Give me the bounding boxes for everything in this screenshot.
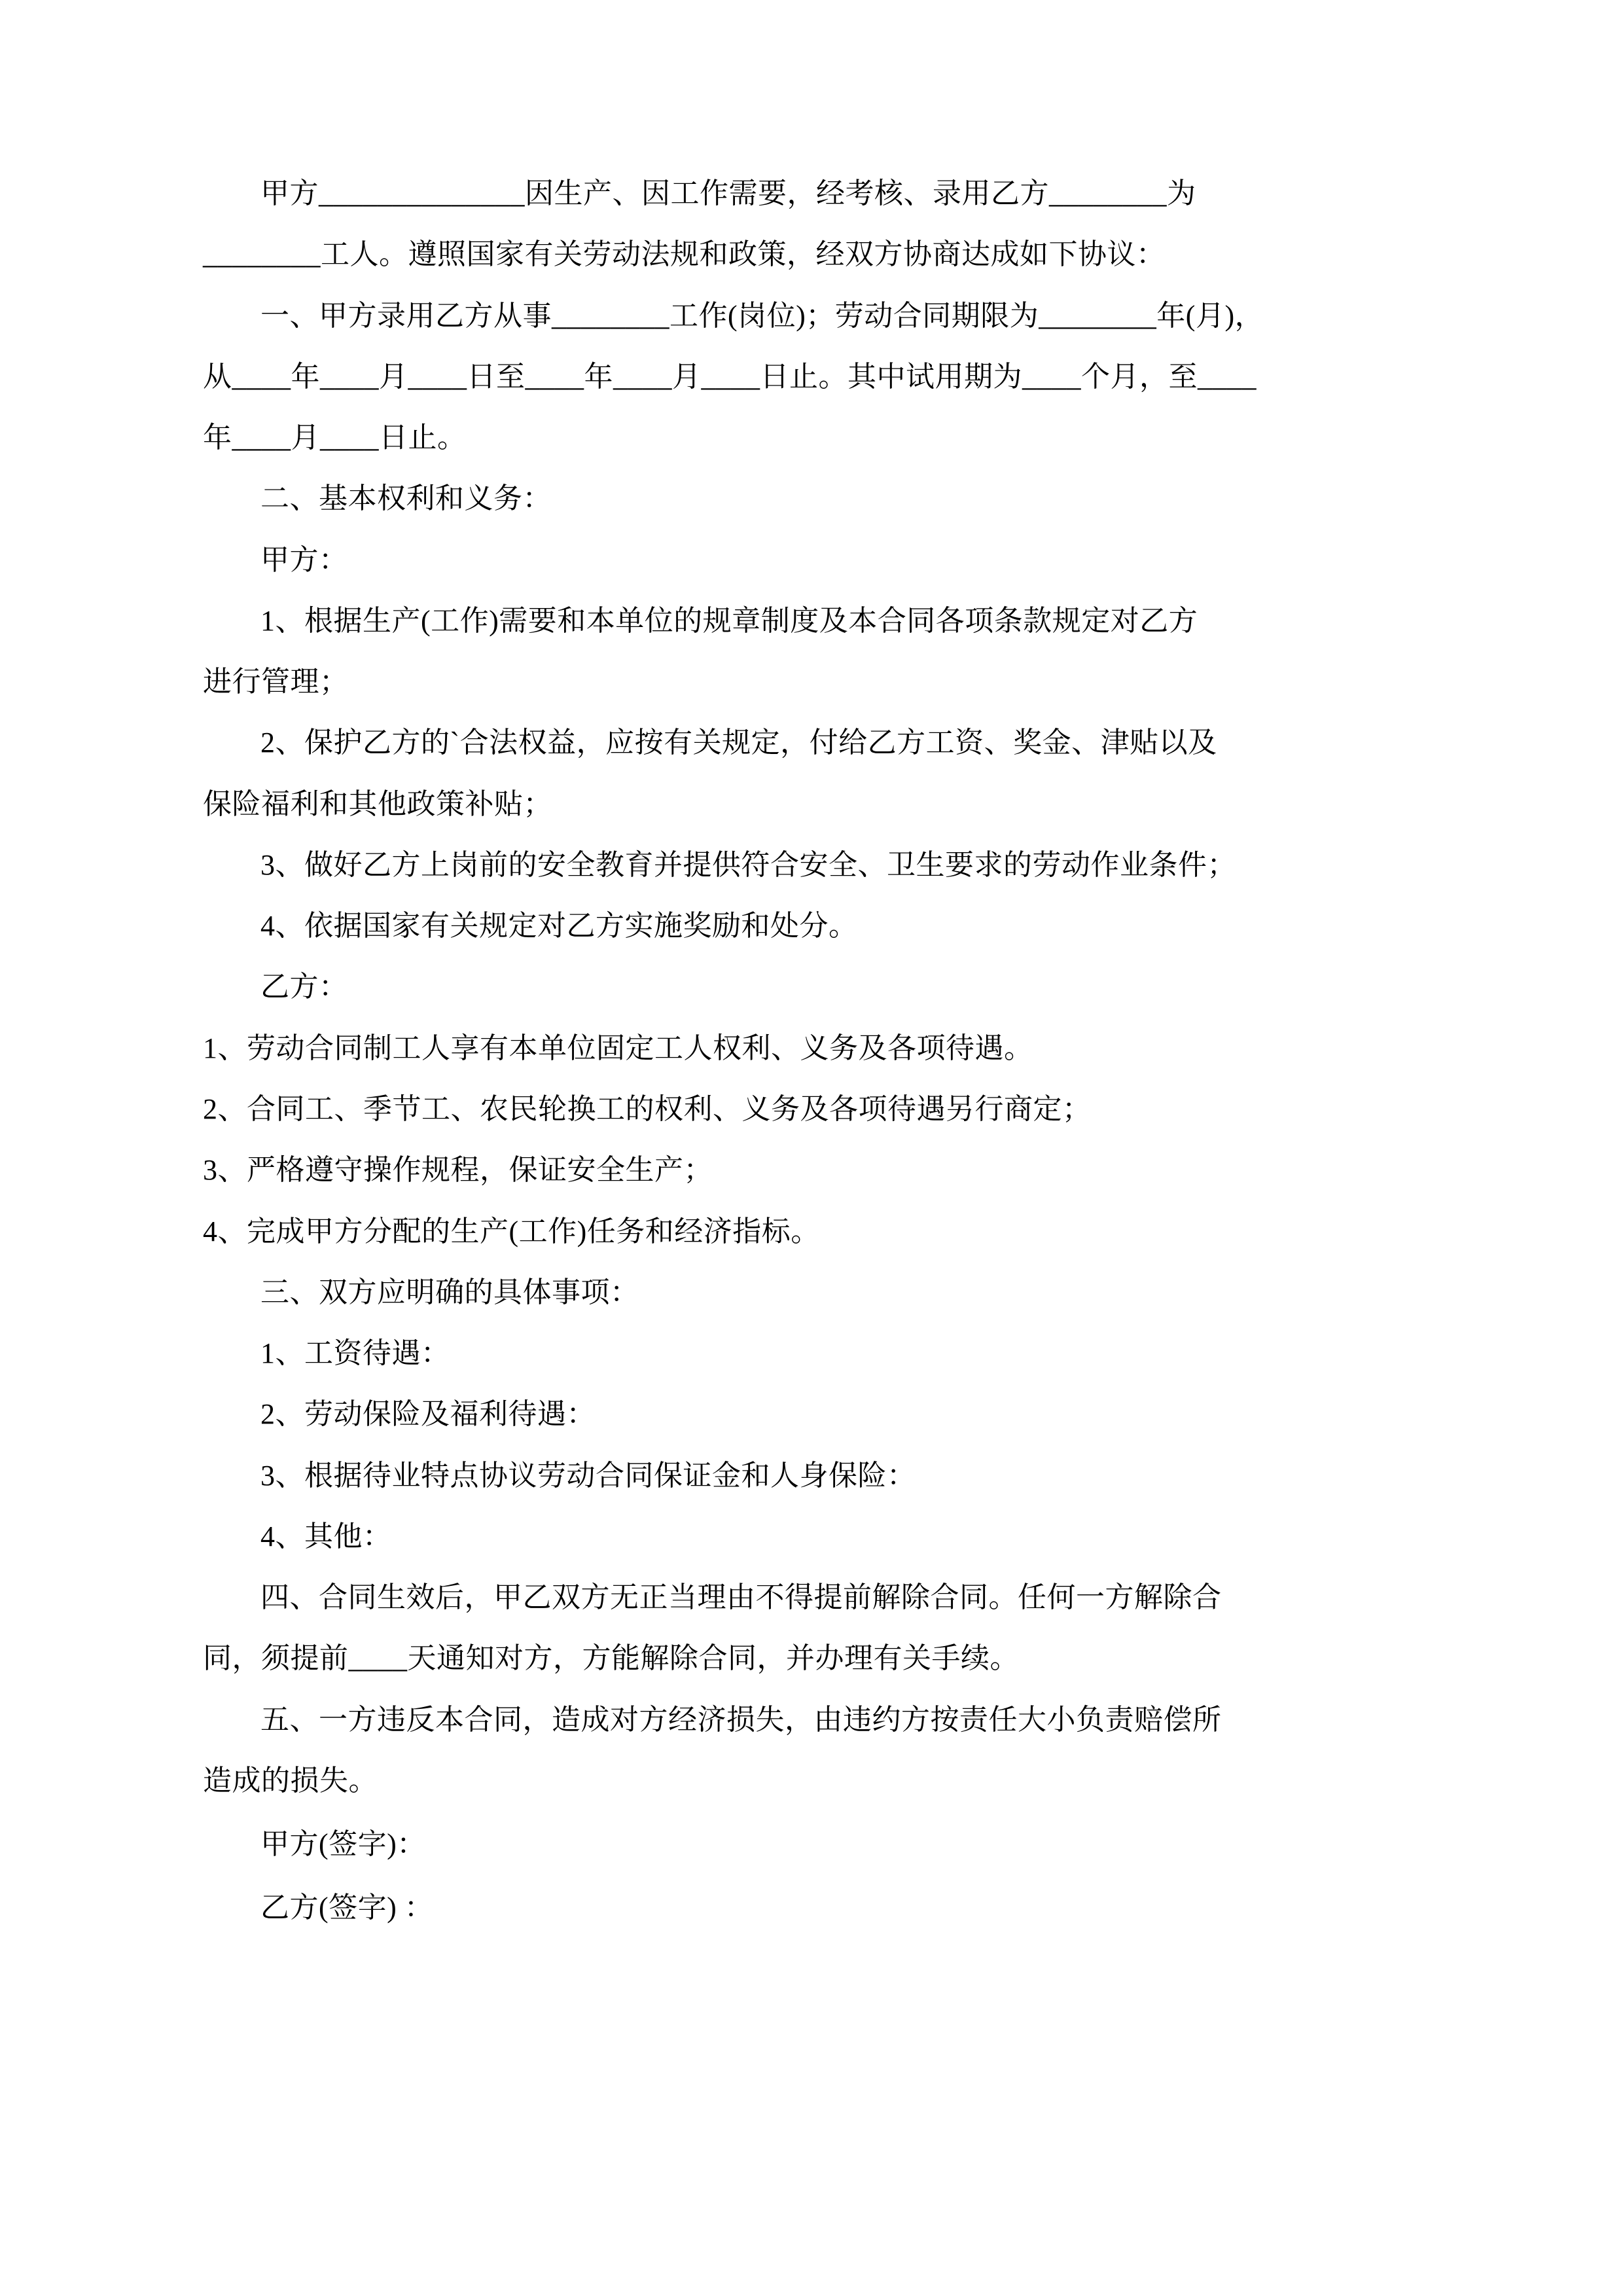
signature-line-party-b: 乙方(签字) ： — [260, 1892, 434, 1924]
paragraph-clause-4-continued: 同，须提前____天通知对方，方能解除合同，并办理有关手续。 — [203, 1642, 1019, 1675]
paragraph-party-a-item-2: 2、保护乙方的`合法权益，应按有关规定，付给乙方工资、奖金、津贴以及 — [260, 726, 1217, 759]
paragraph-party-a-item-3: 3、做好乙方上岗前的安全教育并提供符合安全、卫生要求的劳动作业条件； — [260, 848, 1236, 881]
paragraph-clause-4: 四、合同生效后，甲乙双方无正当理由不得提前解除合同。任何一方解除合 — [260, 1581, 1222, 1614]
paragraph-party-b-heading: 乙方： — [260, 971, 348, 1003]
paragraph-clause-3-item-4: 4、其他： — [260, 1520, 392, 1552]
paragraph-clause-1-continued-1: 从____年____月____日至____年____月____日止。其中试用期为____个月，至____ — [203, 360, 1257, 393]
paragraph-clause-1: 一、甲方录用乙方从事________工作(岗位)；劳动合同期限为________年(月)， — [260, 299, 1264, 332]
paragraph-clause-5-continued: 造成的损失。 — [203, 1764, 378, 1797]
paragraph-clause-3: 三、双方应明确的具体事项： — [260, 1276, 639, 1308]
paragraph-party-b-item-2: 2、合同工、季节工、农民轮换工的权利、义务及各项待遇另行商定； — [203, 1092, 1092, 1125]
paragraph-party-b-item-1: 1、劳动合同制工人享有本单位固定工人权利、义务及各项待遇。 — [203, 1031, 1033, 1064]
paragraph-clause-3-item-3: 3、根据待业特点协议劳动合同保证金和人身保险： — [260, 1459, 916, 1492]
paragraph-clause-1-continued-2: 年____月____日止。 — [203, 422, 467, 454]
paragraph-clause-5: 五、一方违反本合同，造成对方经济损失，由违约方按责任大小负责赔偿所 — [260, 1703, 1222, 1736]
paragraph-clause-3-item-1: 1、工资待遇： — [260, 1337, 450, 1370]
paragraph-party-a-item-4: 4、依据国家有关规定对乙方实施奖励和处分。 — [260, 910, 858, 942]
paragraph-party-a-item-1-continued: 进行管理； — [203, 666, 349, 698]
document-body — [203, 170, 1427, 1946]
paragraph-intro-continued: ________工人。遵照国家有关劳动法规和政策，经双方协商达成如下协议： — [203, 238, 1166, 271]
paragraph-clause-2: 二、基本权利和义务： — [260, 482, 552, 515]
paragraph-clause-3-item-2: 2、劳动保险及福利待遇： — [260, 1398, 596, 1431]
paragraph-party-b-item-3: 3、严格遵守操作规程，保证安全生产； — [203, 1154, 713, 1187]
paragraph-intro: 甲方______________因生产、因工作需要，经考核、录用乙方________为 — [260, 177, 1196, 209]
paragraph-party-b-item-4: 4、完成甲方分配的生产(工作)任务和经济指标。 — [203, 1215, 820, 1247]
signature-line-party-a: 甲方(签字)： — [260, 1828, 426, 1861]
paragraph-party-a-heading: 甲方： — [260, 543, 348, 576]
paragraph-party-a-item-2-continued: 保险福利和其他政策补贴； — [203, 787, 552, 820]
paragraph-party-a-item-1: 1、根据生产(工作)需要和本单位的规章制度及本合同各项条款规定对乙方 — [260, 604, 1198, 637]
